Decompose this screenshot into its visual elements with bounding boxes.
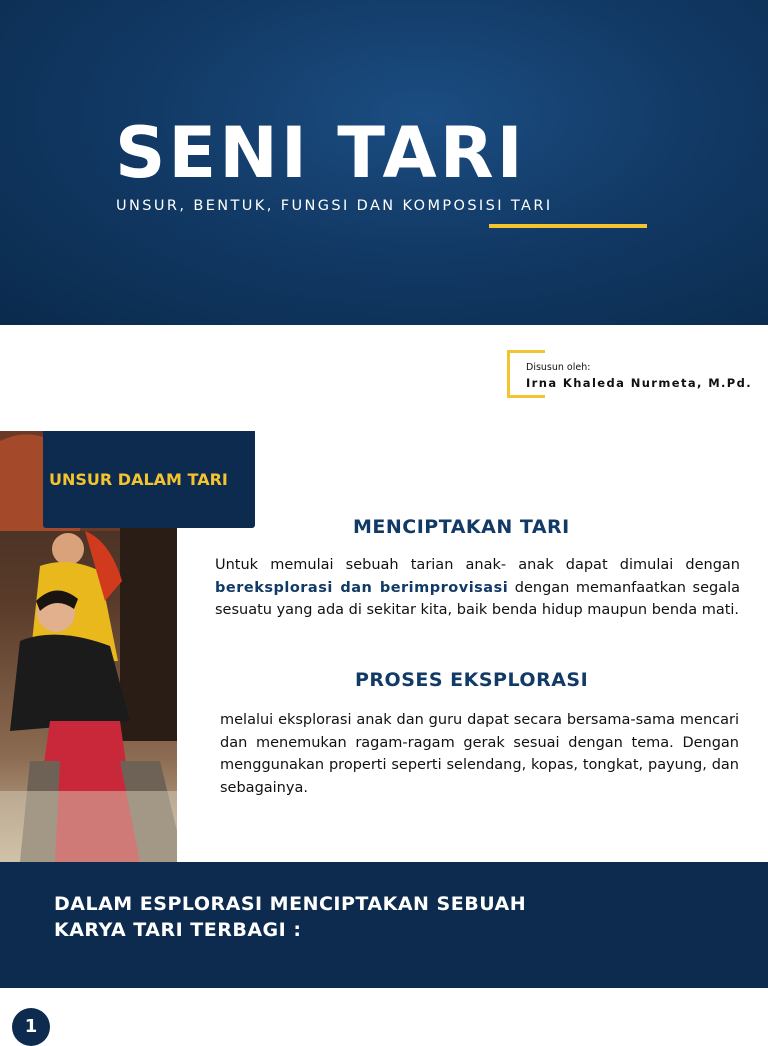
highlight-text: bereksplorasi dan berimprovisasi <box>215 579 509 596</box>
heading-proses-eksplorasi: PROSES EKSPLORASI <box>355 669 589 691</box>
page-subtitle: UNSUR, BENTUK, FUNGSI DAN KOMPOSISI TARI <box>116 198 553 214</box>
paragraph-proses-eksplorasi: melalui eksplorasi anak dan guru dapat secara bersama-sama mencari dan menemukan ragam-ragam gerak sesuai dengan tema. Dengan menggunakan properti seperti selendang, kopas, tongkat, payung, dan sebagainya. <box>220 712 739 796</box>
banner-line-2: KARYA TARI TERBAGI : <box>54 919 302 941</box>
section-badge-text: UNSUR DALAM TARI <box>49 470 228 489</box>
paragraph-text-after: dengan memanfaatkan segala sesuatu yang ada di sekitar kita, baik benda hidup maupun benda mati. <box>215 579 740 618</box>
accent-underline <box>489 224 647 228</box>
heading-menciptakan-tari: MENCIPTAKAN TARI <box>353 516 570 538</box>
author-bracket <box>507 350 545 398</box>
paragraph-text-before: Untuk memulai sebuah tarian anak- anak dapat dimulai dengan <box>215 557 740 573</box>
banner-heading <box>54 891 526 943</box>
author-name: Irna Khaleda Nurmeta, M.Pd. <box>526 376 753 390</box>
list-number-badge: 1 <box>12 1008 50 1046</box>
title-header <box>0 0 768 325</box>
paragraph-menciptakan-tari <box>215 554 740 622</box>
page-title: SENI TARI <box>115 112 526 194</box>
author-label: Disusun oleh: <box>526 362 591 373</box>
banner-line-1: DALAM ESPLORASI MENCIPTAKAN SEBUAH <box>54 893 527 915</box>
